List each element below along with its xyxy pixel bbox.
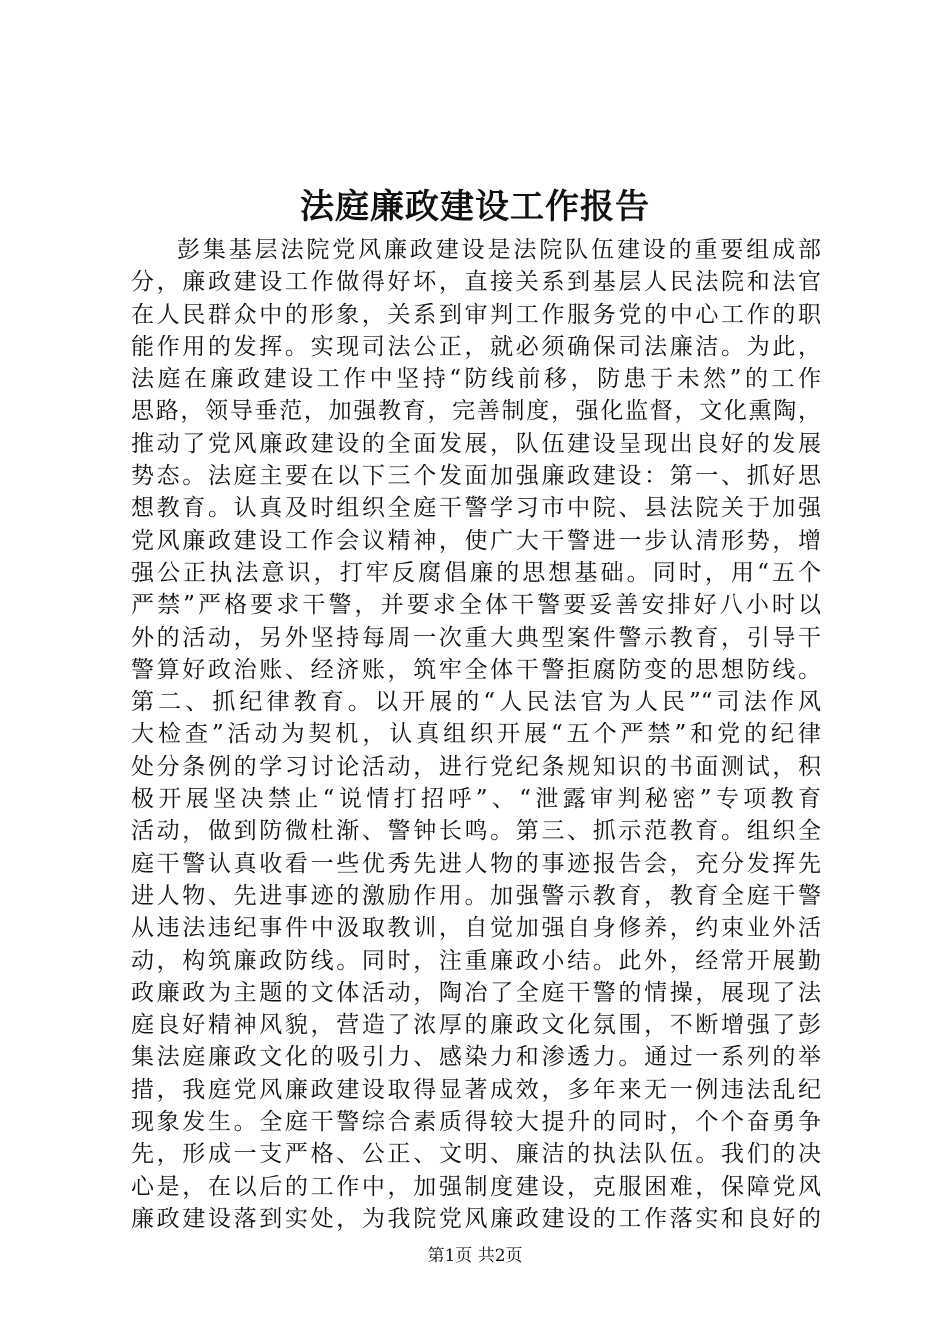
body-text-line: 分，廉政建设工作做得好坏，直接关系到基层人民法院和法官 <box>131 269 821 296</box>
body-text-line: 推动了党风廉政建设的全面发展，队伍建设呈现出良好的发展 <box>131 430 821 457</box>
body-text-line: 政廉政为主题的文体活动，陶冶了全庭干警的情操，展现了法 <box>131 979 821 1006</box>
body-text-line: 现象发生。全庭干警综合素质得较大提升的同时，个个奋勇争 <box>131 1109 821 1136</box>
body-text-line: 势态。法庭主要在以下三个发面加强廉政建设：第一、抓好思 <box>131 463 821 490</box>
document-title: 法庭廉政建设工作报告 <box>300 187 650 227</box>
body-text-line: 廉政建设落到实处，为我院党风廉政建设的工作落实和良好的 <box>131 1205 821 1232</box>
body-text-line: 彭集基层法院党风廉政建设是法院队伍建设的重要组成部 <box>177 237 821 263</box>
body-text-line: 极开展坚决禁止“说情打招呼”、“泄露审判秘密”专项教育 <box>131 786 821 813</box>
body-text-line: 进人物、先进事迹的激励作用。加强警示教育，教育全庭干警 <box>131 882 821 909</box>
body-text-line: 大检查”活动为契机，认真组织开展“五个严禁”和党的纪律 <box>131 721 821 748</box>
body-text-line: 警算好政治账、经济账，筑牢全体干警拒腐防变的思想防线。 <box>131 656 821 683</box>
page-footer: 第1页 共2页 <box>427 1246 523 1266</box>
body-text-line: 能作用的发挥。实现司法公正，就必须确保司法廉洁。为此， <box>131 333 821 360</box>
body-text-line: 法庭在廉政建设工作中坚持“防线前移，防患于未然”的工作 <box>131 366 821 393</box>
body-text-line: 党风廉政建设工作会议精神，使广大干警进一步认清形势，增 <box>131 527 821 554</box>
body-text-line: 从违法违纪事件中汲取教训，自觉加强自身修养，约束业外活 <box>131 915 821 942</box>
body-text-line: 在人民群众中的形象，关系到审判工作服务党的中心工作的职 <box>131 301 821 328</box>
body-text-line: 想教育。认真及时组织全庭干警学习市中院、县法院关于加强 <box>131 495 821 522</box>
body-text-line: 动，构筑廉政防线。同时，注重廉政小结。此外，经常开展勤 <box>131 947 821 974</box>
body-text-line: 第二、抓纪律教育。以开展的“人民法官为人民”“司法作风 <box>131 689 821 716</box>
body-text-line: 措，我庭党风廉政建设取得显著成效，多年来无一例违法乱纪 <box>131 1076 821 1103</box>
body-text-line: 集法庭廉政文化的吸引力、感染力和渗透力。通过一系列的举 <box>131 1044 821 1071</box>
body-text-line: 先，形成一支严格、公正、文明、廉洁的执法队伍。我们的决 <box>131 1141 821 1168</box>
body-text-line: 庭良好精神风貌，营造了浓厚的廉政文化氛围，不断增强了彭 <box>131 1012 821 1039</box>
body-text-line: 外的活动，另外坚持每周一次重大典型案件警示教育，引导干 <box>131 624 821 651</box>
body-text-line: 严禁”严格要求干警，并要求全体干警要妥善安排好八小时以 <box>131 592 821 619</box>
body-text-line: 庭干警认真收看一些优秀先进人物的事迹报告会，充分发挥先 <box>131 850 821 877</box>
document-body <box>131 234 821 1235</box>
body-text-line: 处分条例的学习讨论活动，进行党纪条规知识的书面测试，积 <box>131 753 821 780</box>
body-text-line: 活动，做到防微杜渐、警钟长鸣。第三、抓示范教育。组织全 <box>131 818 821 845</box>
body-text-line: 强公正执法意识，打牢反腐倡廉的思想基础。同时，用“五个 <box>131 559 821 586</box>
body-text-line: 心是，在以后的工作中，加强制度建设，克服困难，保障党风 <box>131 1173 821 1200</box>
body-text-line: 思路，领导垂范，加强教育，完善制度，强化监督，文化熏陶， <box>131 398 821 425</box>
